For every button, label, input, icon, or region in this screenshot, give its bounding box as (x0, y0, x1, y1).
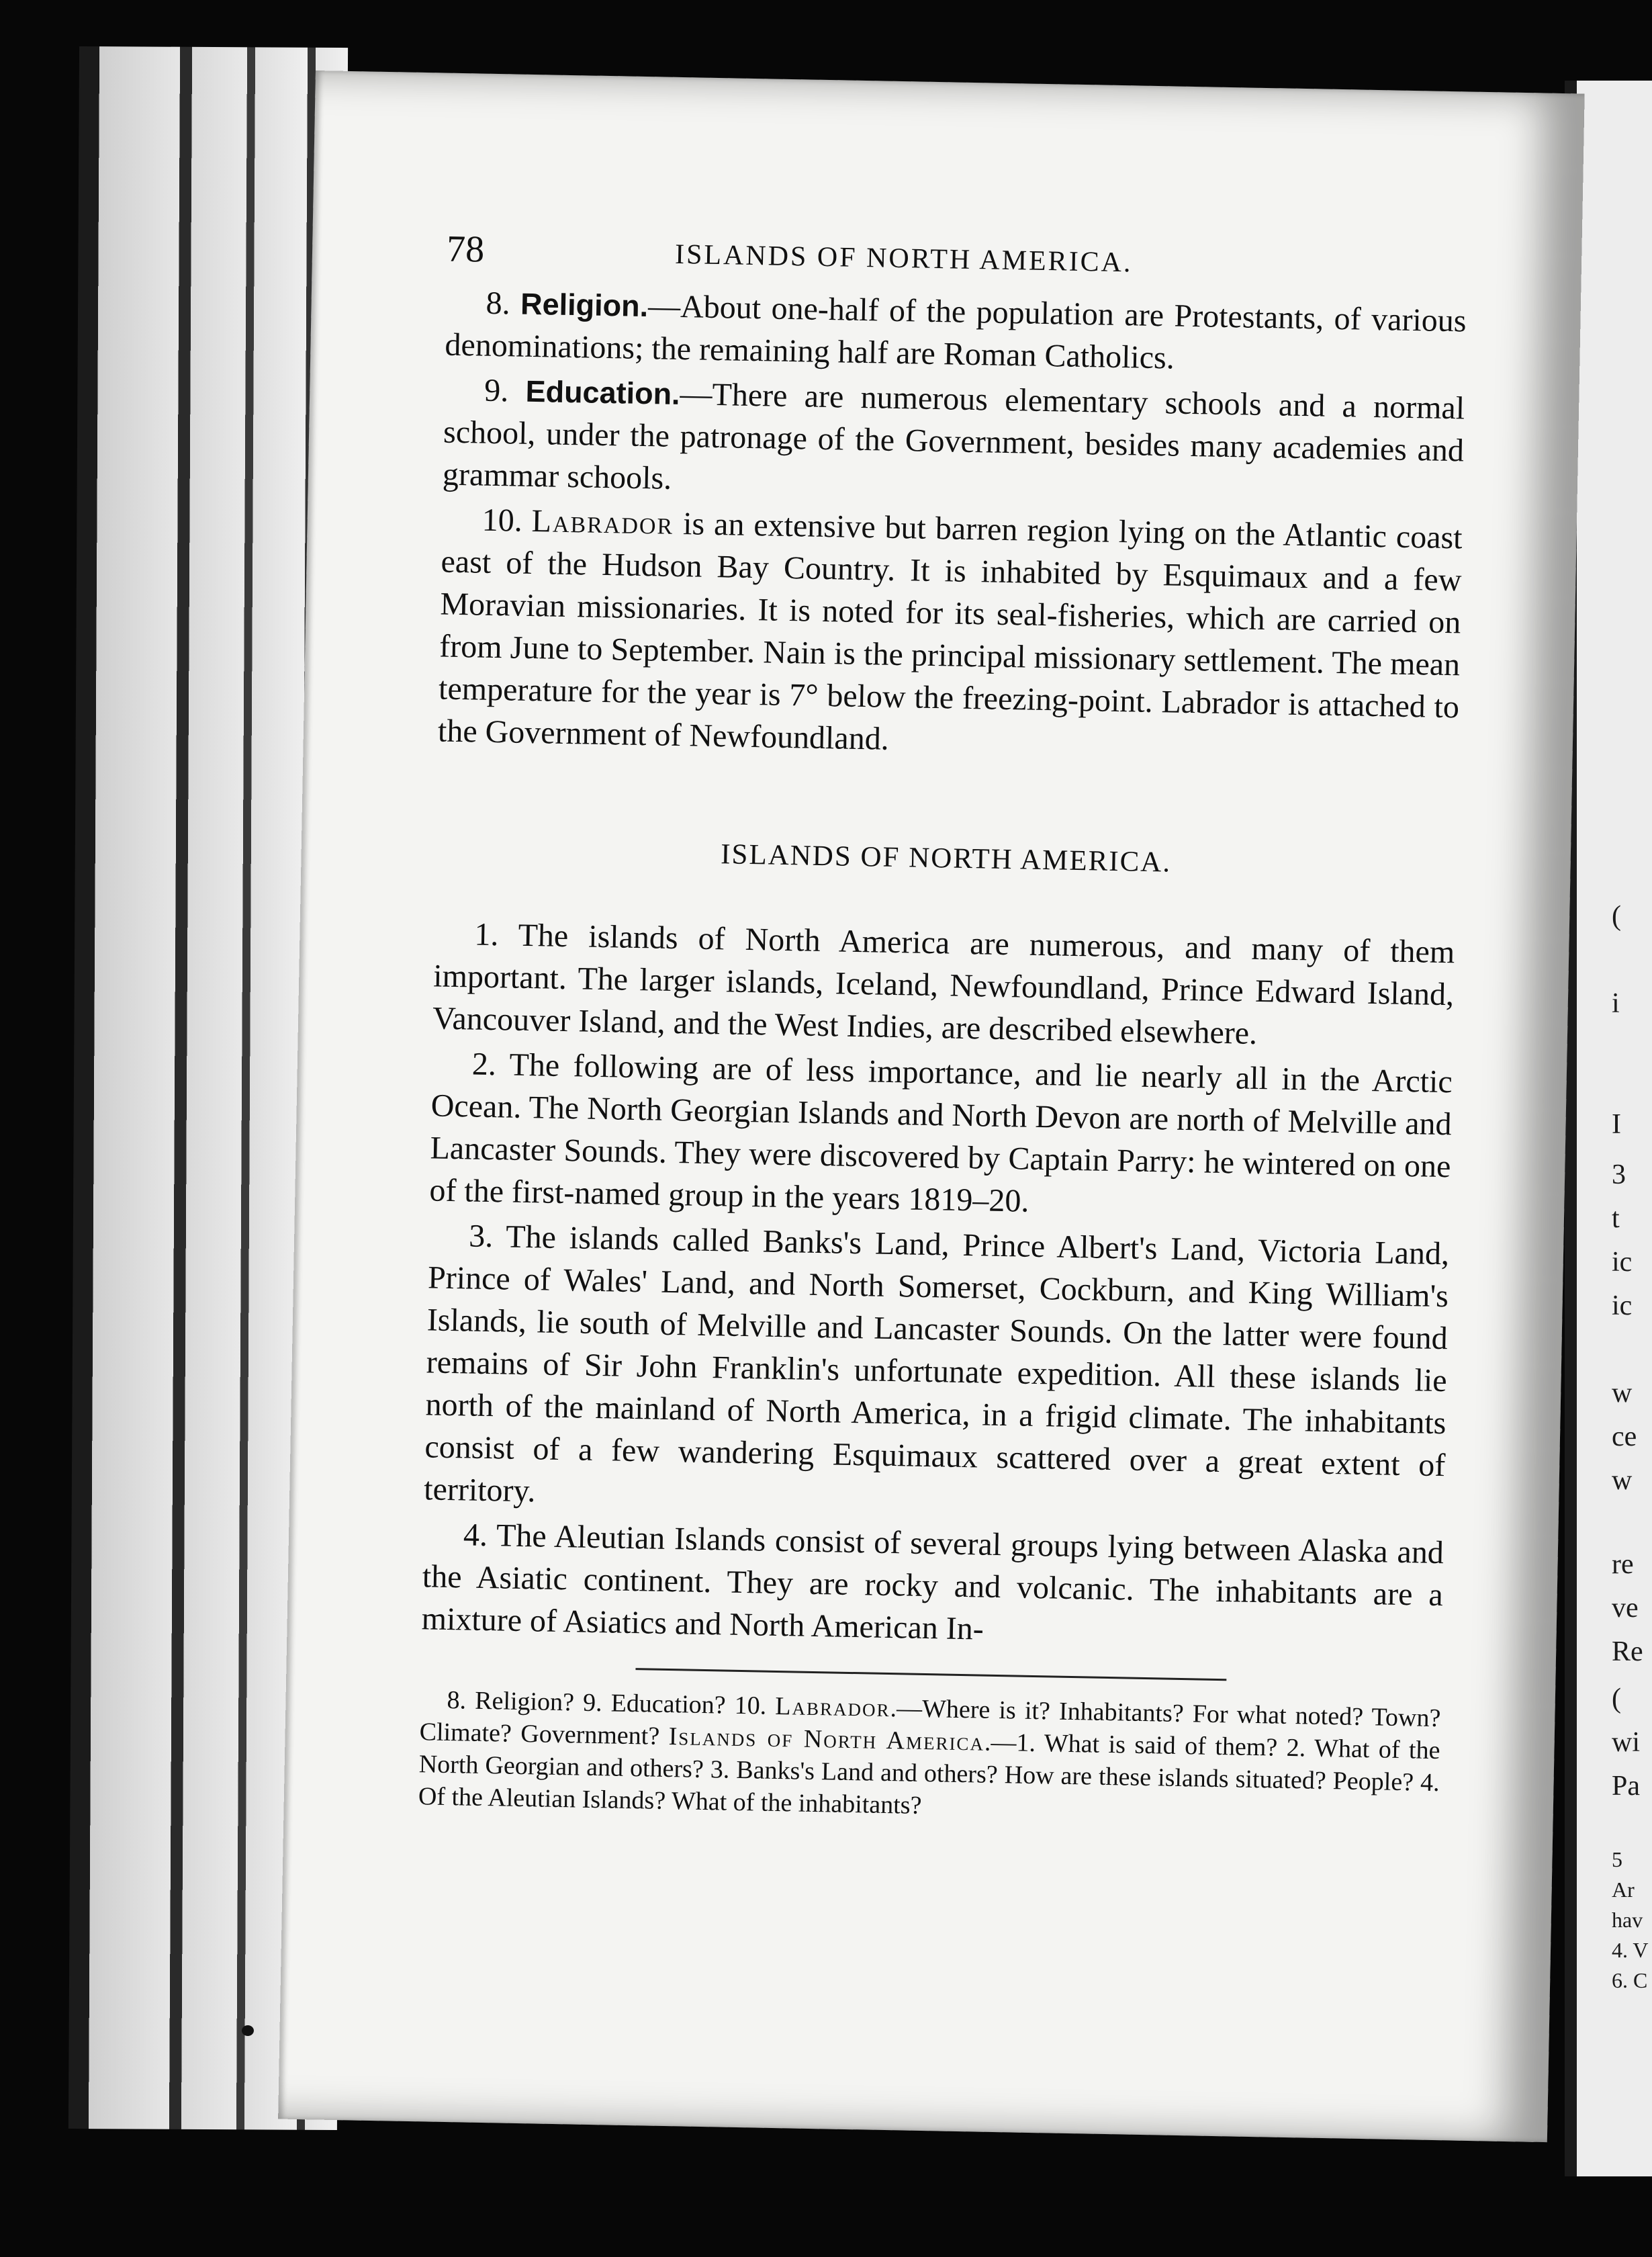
ink-blot (242, 2025, 254, 2036)
paragraph-education (442, 369, 1465, 515)
section-title: ISLANDS OF NORTH AMERICA. (720, 838, 1172, 879)
facing-page-fragment: ( (1612, 1683, 1621, 1714)
paragraph-number: 8. (486, 285, 511, 322)
facing-page-fragment: 5 (1612, 1847, 1622, 1871)
questions-text: .—1. What is said of them? 2. What of the North Georgian and others? 3. Banks's Land and others? How are these islands situated? People? 4. Of the Aleutian Islands? What of the inhabitants? (418, 1728, 1440, 1820)
run-in-heading: Labrador (531, 503, 674, 541)
questions-text: .—Where is it? Inhabitants? For what noted? Town? Climate? Government? (419, 1694, 1441, 1751)
book-page (278, 71, 1585, 2142)
facing-page-fragment: Ar (1612, 1877, 1635, 1902)
paragraph-text: —There are numerous elementary schools and a normal school, under the patronage of the Government, besides many academies and grammar schools. (442, 376, 1465, 496)
facing-page-fragment: wi (1612, 1727, 1640, 1758)
facing-page-fragment: t (1612, 1203, 1620, 1234)
paragraph-text: The islands called Banks's Land, Prince Albert's Land, Victoria Land, Prince of Wales' Land, and North Somerset, Cockburn, and King William's Islands, lie south of Melville and Lancaster Sounds. On the latter were found remains of Sir John Franklin's unfortunate expedition. All these islands lie north of the mainland of North America, in a frigid climate. The inhabitants consist of a few wandering Esquimaux scattered over a great extent of territory. (423, 1219, 1450, 1509)
paragraph-text: The islands of North America are numerous, and many of them important. The larger islands, Iceland, Newfoundland, Prince Edward Island, Vancouver Island, and the West Indies, are described elsewhere. (432, 917, 1455, 1051)
facing-page-fragment: 6. C (1612, 1968, 1648, 1992)
run-in-heading: Religion. (520, 286, 649, 324)
paragraph-number: 10. (481, 502, 523, 539)
paragraph-number: 1. (473, 916, 499, 953)
facing-page-fragment: w (1612, 1465, 1633, 1496)
facing-page-fragment: i (1612, 988, 1620, 1019)
paragraph-islands-4 (421, 1513, 1444, 1658)
paragraph-text: is an extensive but barren region lying on the Atlantic coast east of the Hudson Bay Country. It is inhabited by Esquimaux and a few Moravian missionaries. It is noted for its seal-fisheries, which are carried on from June to September. Nain is the principal missionary settlement. The mean temperature for the year is 7° below the freezing-point. Labrador is attached to the Government of Newfoundland. (437, 506, 1463, 757)
paragraph-number: 3. (468, 1218, 494, 1255)
paragraph-number: 4. (463, 1517, 488, 1554)
paragraph-text: The Aleutian Islands consist of several groups lying between Alaska and the Asiatic continent. They are rocky and volcanic. The inhabitants are a mixture of Asiatics and North American In- (421, 1517, 1444, 1647)
review-questions (418, 1683, 1441, 1831)
facing-page-fragment: ve (1612, 1593, 1639, 1624)
page-content (418, 228, 1468, 1831)
facing-page-fragment: Pa (1612, 1771, 1640, 1802)
paragraph-text: The following are of less importance, and lie nearly all in the Arctic Ocean. The North Georgian Islands and North Devon are north of Melville and Lancaster Sounds. They were discovered by Captain Parry: he wintered on one of the first-named group in the years 1819–20. (428, 1047, 1453, 1219)
facing-page-fragment: I (1612, 1109, 1621, 1140)
facing-page-fragment: 3 (1612, 1159, 1626, 1190)
facing-page-fragment: ce (1612, 1421, 1637, 1452)
paragraph-islands-3 (424, 1214, 1450, 1529)
facing-page-fragment: re (1612, 1549, 1634, 1580)
questions-smallcaps: Islands of North America (668, 1722, 985, 1757)
paragraph-number: 9. (484, 372, 509, 409)
facing-page-fragment: ( (1612, 901, 1621, 932)
page-number: 78 (446, 228, 485, 271)
facing-page-fragment: Re (1612, 1636, 1643, 1667)
facing-page-fragment: 4. V (1612, 1938, 1649, 1962)
run-in-heading: Education. (525, 373, 681, 412)
questions-text: 8. Religion? 9. Education? 10. (447, 1685, 767, 1720)
paragraph-islands-1 (432, 912, 1455, 1058)
paragraph-labrador (437, 498, 1463, 771)
facing-page-fragment: ic (1612, 1247, 1633, 1278)
paragraph-number: 2. (471, 1046, 497, 1083)
questions-smallcaps: Labrador (774, 1691, 890, 1723)
paragraph-islands-2 (429, 1042, 1453, 1230)
footnote-divider (635, 1668, 1226, 1681)
running-title: ISLANDS OF NORTH AMERICA. (674, 238, 1133, 279)
facing-page-fragment: w (1612, 1378, 1633, 1409)
facing-page-fragment: ic (1612, 1290, 1633, 1321)
facing-page-fragment: hav (1612, 1908, 1643, 1932)
paragraph-text: —About one-half of the population are Protestants, of various denominations; the remaining half are Roman Catholics. (445, 288, 1467, 376)
